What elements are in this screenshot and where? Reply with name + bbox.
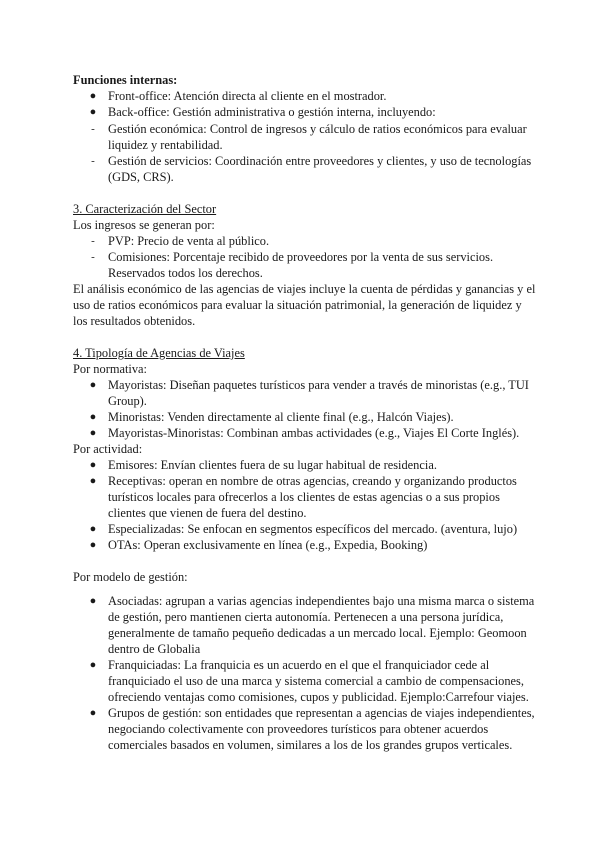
list-item-cont: clientes que vienen de fuera del destino. [108, 506, 307, 520]
list-item-cont: generalmente de tamaño pequeño dedicadas a un mercado local. Ejemplo: Geomoon [108, 626, 527, 640]
bullet-dot: ● [89, 411, 97, 423]
list-item: Mayoristas-Minoristas: Combinan ambas actividades (e.g., Viajes El Corte Inglés). [108, 426, 520, 440]
list-item-cont: franquiciado el uso de una marca y sistema comercial a cambio de compensaciones, [108, 674, 524, 688]
bullet-dash: - [91, 123, 95, 135]
bullet-dot: ● [89, 459, 97, 471]
intro-text: Los ingresos se generan por: [73, 218, 215, 232]
subsection-label-normativa: Por normativa: [73, 362, 147, 376]
bullet-dot: ● [89, 523, 97, 535]
bullet-dot: ● [89, 106, 97, 118]
list-item: Mayoristas: Diseñan paquetes turísticos para vender a través de minoristas (e.g., TUI [108, 378, 529, 392]
sub-list-item: Gestión económica: Control de ingresos y cálculo de ratios económicos para evaluar [108, 122, 527, 136]
bullet-dot: ● [89, 379, 97, 391]
list-item: OTAs: Operan exclusivamente en línea (e.g., Expedia, Booking) [108, 538, 428, 552]
list-item-cont: turísticos locales para ofrecerlos a los clientes de estas agencias o a sus propios [108, 490, 500, 504]
list-item: Franquiciadas: La franquicia es un acuerdo en el que el franquiciador cede al [108, 658, 490, 672]
section-heading-caracterizacion: 3. Caracterización del Sector [73, 202, 217, 216]
list-item: Grupos de gestión: son entidades que representan a agencias de viajes independientes, [108, 706, 535, 720]
list-item: Receptivas: operan en nombre de otras agencias, creando y organizando productos [108, 474, 517, 488]
section-heading-funciones: Funciones internas: [73, 73, 178, 87]
list-item: Emisores: Envían clientes fuera de su lugar habitual de residencia. [108, 458, 437, 472]
list-item-cont: Group). [108, 394, 147, 408]
list-item-cont: comerciales basados en volumen, similares a los de los grandes grupos verticales. [108, 738, 513, 752]
list-item-cont: ofreciendo ventajas como comisiones, cupos y publicidad. Ejemplo:Carrefour viajes. [108, 690, 529, 704]
list-item: Back-office: Gestión administrativa o gestión interna, incluyendo: [108, 105, 436, 119]
list-item-cont: negociando colectivamente con proveedores turísticos para obtener acuerdos [108, 722, 489, 736]
bullet-dot: ● [89, 707, 97, 719]
list-item: PVP: Precio de venta al público. [108, 234, 270, 248]
bullet-dot: ● [89, 427, 97, 439]
sub-list-item: Gestión de servicios: Coordinación entre proveedores y clientes, y uso de tecnologías [108, 154, 532, 168]
list-item: Especializadas: Se enfocan en segmentos específicos del mercado. (aventura, lujo) [108, 522, 518, 536]
subsection-label-gestion: Por modelo de gestión: [73, 570, 188, 584]
paragraph-line: El análisis económico de las agencias de viajes incluye la cuenta de pérdidas y ganancias y el [73, 282, 536, 296]
bullet-dot: ● [89, 595, 97, 607]
bullet-dot: ● [89, 475, 97, 487]
section-heading-tipologia: 4. Tipología de Agencias de Viajes [73, 346, 245, 360]
bullet-dash: - [91, 155, 95, 167]
sub-list-item-cont: (GDS, CRS). [108, 170, 174, 184]
list-item-cont: dentro de Globalia [108, 642, 201, 656]
bullet-dash: - [91, 235, 95, 247]
list-item: Minoristas: Venden directamente al cliente final (e.g., Halcón Viajes). [108, 410, 454, 424]
list-item-cont: de gestión, pero mantienen cierta autonomía. Pertenecen a una persona jurídica, [108, 610, 504, 624]
list-item: Front-office: Atención directa al cliente en el mostrador. [108, 89, 387, 103]
bullet-dot: ● [89, 539, 97, 551]
paragraph-line: los resultados obtenidos. [73, 314, 196, 328]
bullet-dot: ● [89, 659, 97, 671]
list-item: Comisiones: Porcentaje recibido de proveedores por la venta de sus servicios. [108, 250, 494, 264]
bullet-dot: ● [89, 90, 97, 102]
list-item-cont: Reservados todos los derechos. [108, 266, 263, 280]
paragraph-line: uso de ratios económicos para evaluar la situación patrimonial, la generación de liquidez y [73, 298, 522, 312]
list-item: Asociadas: agrupan a varias agencias independientes bajo una misma marca o sistema [108, 594, 535, 608]
subsection-label-actividad: Por actividad: [73, 442, 143, 456]
bullet-dash: - [91, 251, 95, 263]
sub-list-item-cont: liquidez y rentabilidad. [108, 138, 223, 152]
